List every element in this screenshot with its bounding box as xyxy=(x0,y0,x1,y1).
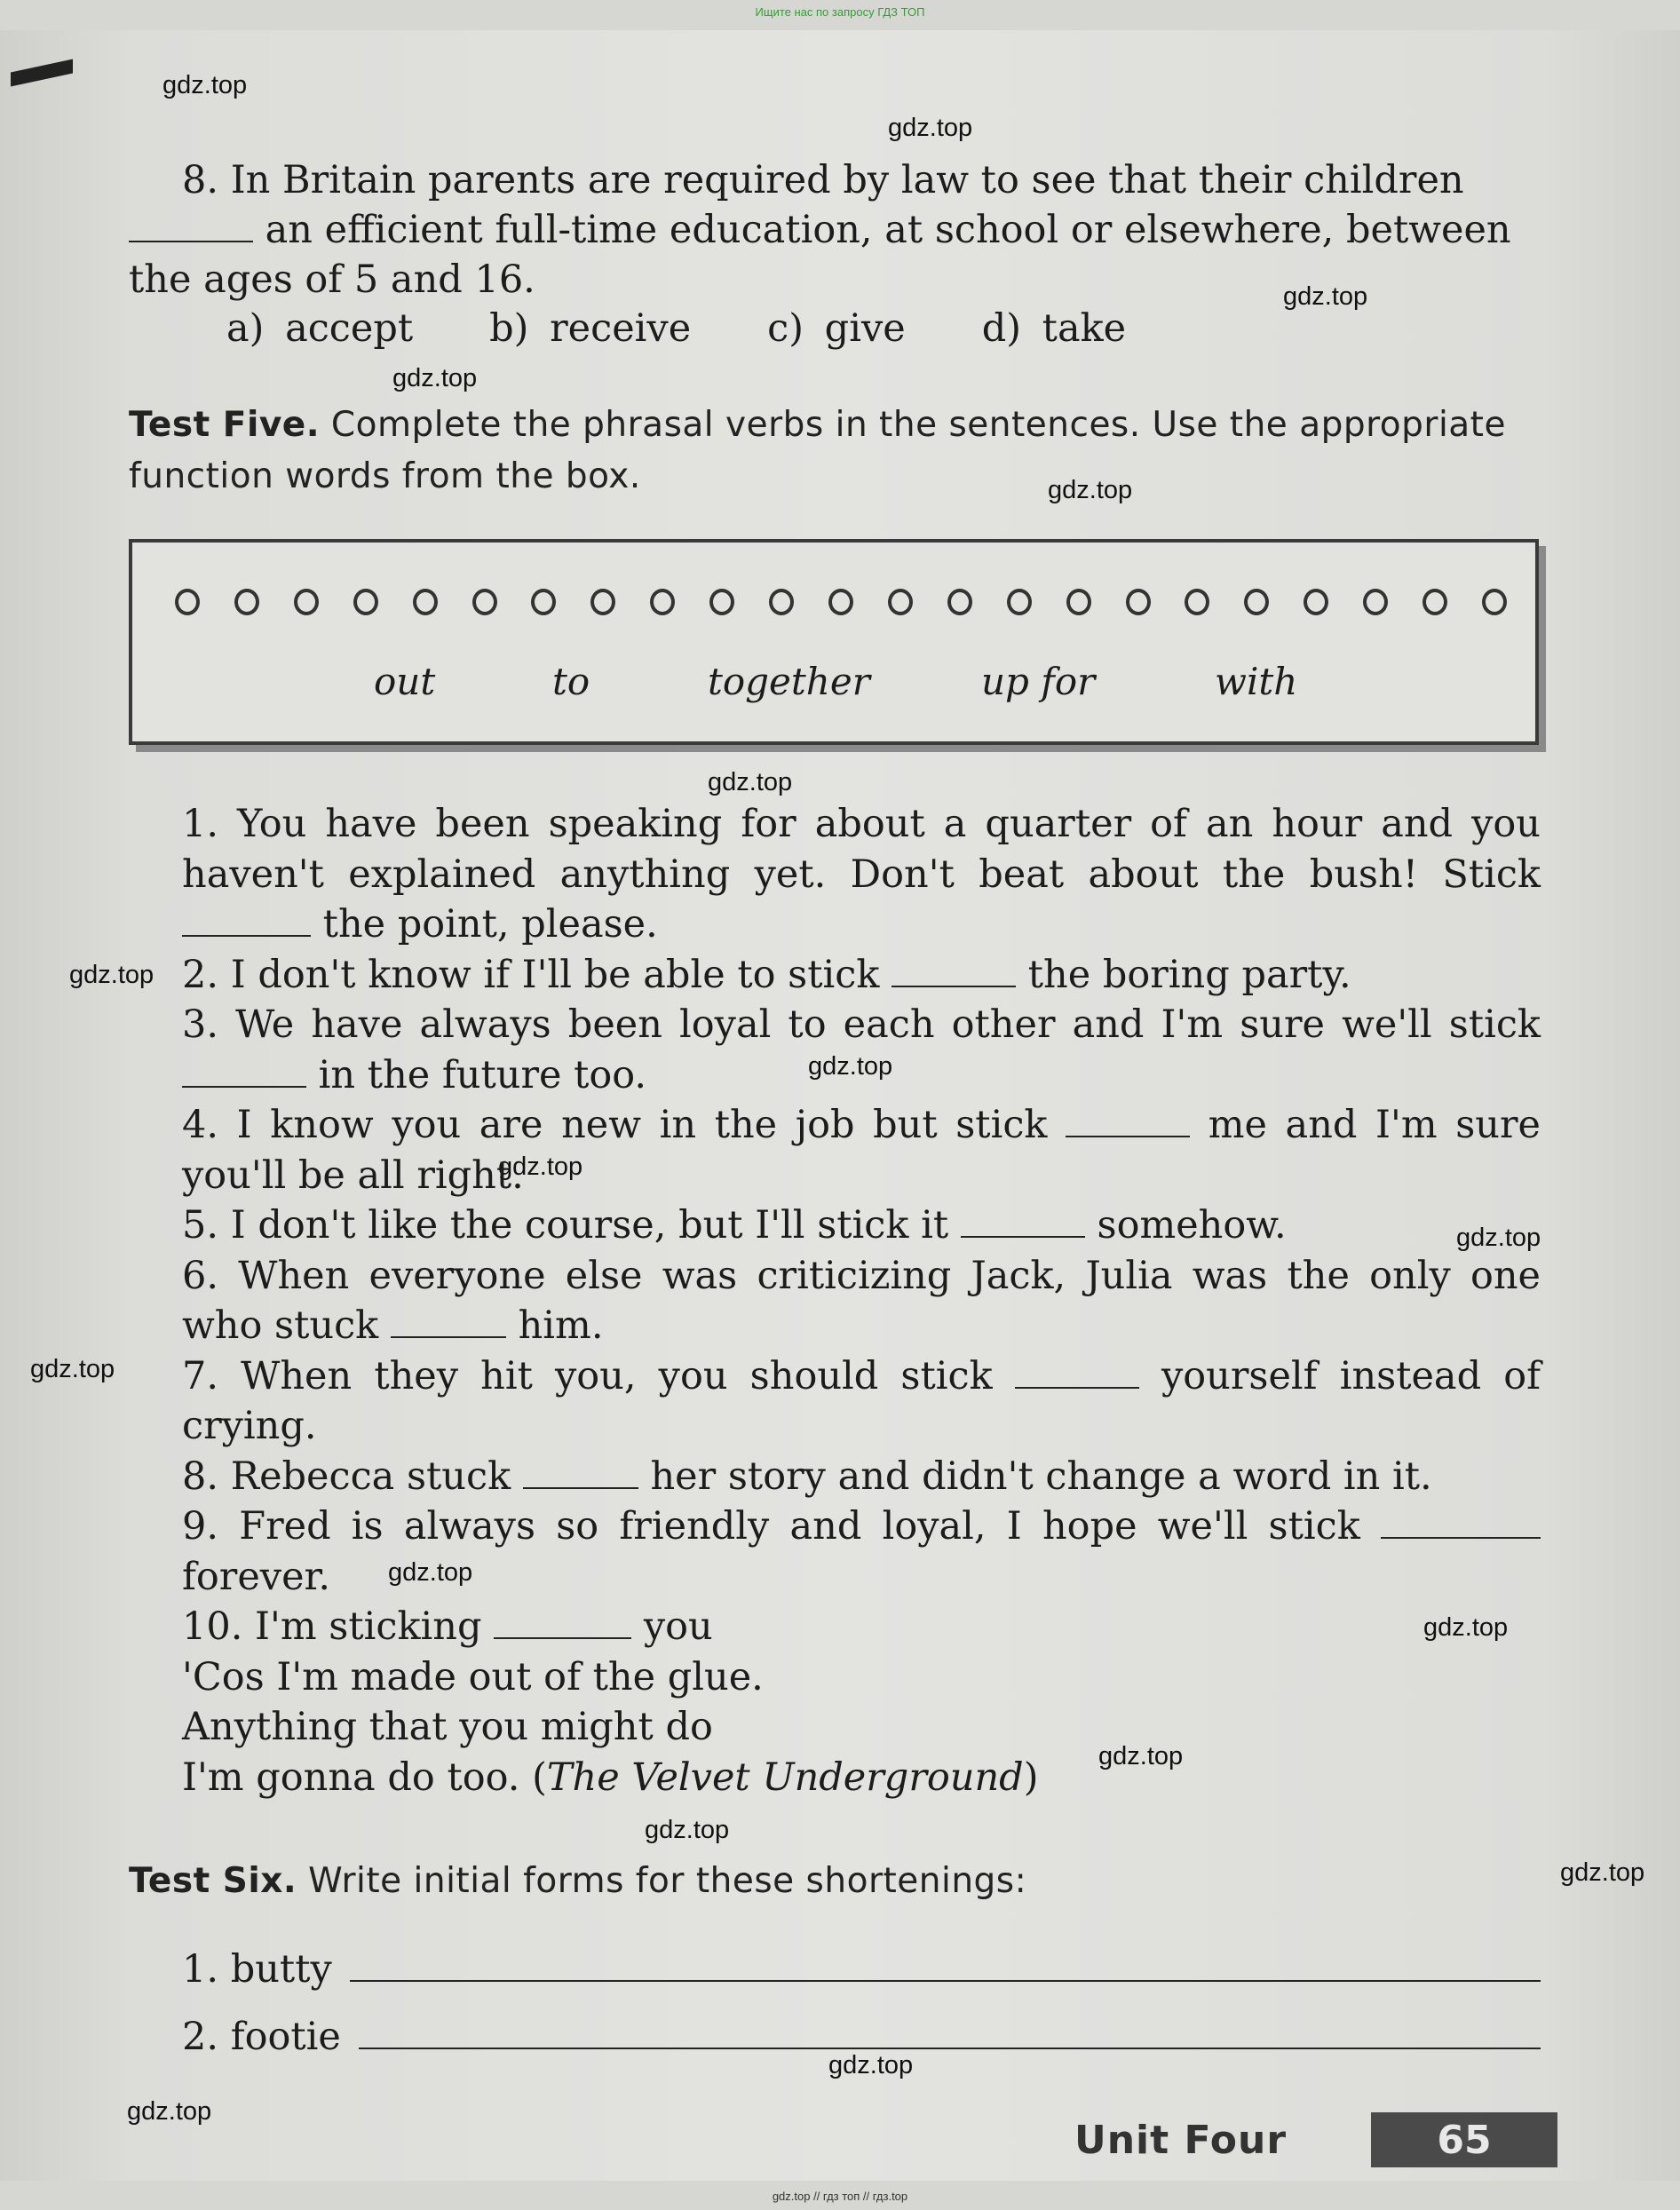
exercise-text: 6. When everyone else was criticizing Jack, Julia was the only one who stuck xyxy=(182,1253,1541,1348)
circle-icon xyxy=(888,589,913,615)
circle-icon xyxy=(413,589,438,615)
box-word-together: together xyxy=(708,660,870,703)
circle-icon xyxy=(709,589,734,615)
watermark: gdz.top xyxy=(162,71,248,99)
circle-icon xyxy=(1363,589,1388,615)
test-six-instruction: Write initial forms for these shortenings: xyxy=(308,1861,1027,1901)
circle-icon xyxy=(472,589,497,615)
exercise-text: 8. Rebecca stuck xyxy=(182,1454,511,1499)
shortening-word: 2. footie xyxy=(182,2015,341,2059)
header-search-link[interactable]: Ищите нас по запросу ГДЗ ТОП xyxy=(755,5,925,19)
song-line-3: Anything that you might do xyxy=(182,1705,713,1749)
watermark: gdz.top xyxy=(1098,1742,1184,1770)
question-8-line2-text: an efficient full-time education, at school or elsewhere, between xyxy=(265,208,1511,252)
page-corner-mark xyxy=(11,59,73,87)
answer-blank[interactable] xyxy=(494,1605,631,1639)
circle-icon xyxy=(590,589,615,615)
exercise-text: 1. You have been speaking for about a quarter of an hour and you haven't explained anything yet. Don't beat about the bush! Stick xyxy=(182,802,1541,897)
exercise-text: 9. Fred is always so friendly and loyal, I hope we'll stick xyxy=(182,1504,1360,1549)
answer-blank[interactable] xyxy=(1381,1505,1541,1539)
exercise-item xyxy=(129,1100,1541,1200)
question-8-line1: 8. In Britain parents are required by law to see that their children xyxy=(182,158,1464,202)
shortening-item xyxy=(129,2003,1541,2071)
exercise-item xyxy=(129,1452,1541,1502)
test-six-title: Test Six. xyxy=(129,1861,297,1901)
question-8-options xyxy=(226,304,1381,353)
box-word-up-for: up for xyxy=(981,660,1096,703)
exercise-item xyxy=(129,950,1541,1001)
decorative-circles xyxy=(175,589,1507,615)
watermark: gdz.top xyxy=(708,768,793,796)
exercise-text: 7. When they hit you, you should stick xyxy=(182,1353,993,1398)
exercise-text: 2. I don't know if I'll be able to stick xyxy=(182,952,880,997)
function-words-box xyxy=(129,539,1539,745)
shortening-word: 1. butty xyxy=(182,1947,332,1992)
circle-icon xyxy=(1482,589,1507,615)
exercise-text: forever. xyxy=(182,1554,331,1599)
watermark: gdz.top xyxy=(30,1355,115,1383)
exercise-item xyxy=(129,1251,1541,1351)
song-text: ) xyxy=(1023,1755,1039,1800)
circle-icon xyxy=(1126,589,1151,615)
circle-icon xyxy=(353,589,378,615)
watermark: gdz.top xyxy=(69,961,155,989)
watermark: gdz.top xyxy=(1048,476,1133,504)
answer-blank[interactable] xyxy=(1015,1355,1139,1389)
answer-blank[interactable] xyxy=(182,1054,306,1088)
watermark: gdz.top xyxy=(1283,282,1368,311)
exercise-item xyxy=(129,1200,1541,1251)
circle-icon xyxy=(1185,589,1209,615)
answer-blank[interactable] xyxy=(182,903,311,937)
song-line-4 xyxy=(129,1753,1541,1803)
answer-blank[interactable] xyxy=(523,1455,638,1489)
test-five-instruction: Complete the phrasal verbs in the sentences. Use the appropriate function words from the box. xyxy=(129,405,1506,496)
test-six-items xyxy=(129,1936,1541,2071)
answer-blank[interactable] xyxy=(892,954,1016,987)
option-c[interactable]: c) give xyxy=(767,306,906,351)
answer-line[interactable] xyxy=(359,2021,1541,2049)
song-line-1 xyxy=(129,1602,1541,1652)
circle-icon xyxy=(1007,589,1032,615)
circle-icon xyxy=(1422,589,1447,615)
box-word-to: to xyxy=(552,660,590,703)
page-footer xyxy=(1074,2111,1557,2168)
answer-blank[interactable] xyxy=(391,1304,506,1338)
footer-link[interactable]: gdz.top // гдз топ // гдз.top xyxy=(772,2190,908,2203)
circle-icon xyxy=(1304,589,1328,615)
circle-icon xyxy=(294,589,319,615)
exercise-text: me and I'm sure you'll be all right. xyxy=(182,1103,1541,1198)
question-8-line3: the ages of 5 and 16. xyxy=(129,257,535,302)
circle-icon xyxy=(1066,589,1091,615)
test-five-title: Test Five. xyxy=(129,405,321,445)
circle-icon xyxy=(769,589,794,615)
exercise-item xyxy=(129,1000,1541,1100)
exercise-item xyxy=(129,1351,1541,1452)
circle-icon xyxy=(828,589,853,615)
option-d[interactable]: d) take xyxy=(981,306,1127,351)
circle-icon xyxy=(234,589,259,615)
watermark: gdz.top xyxy=(808,1052,893,1081)
exercise-text: in the future too. xyxy=(318,1052,647,1097)
exercise-text: him. xyxy=(518,1303,604,1348)
watermark: gdz.top xyxy=(645,1816,730,1844)
watermark: gdz.top xyxy=(888,114,973,142)
watermark: gdz.top xyxy=(498,1153,583,1181)
circle-icon xyxy=(175,589,200,615)
song-text: 10. I'm sticking xyxy=(182,1604,482,1649)
exercise-text: 4. I know you are new in the job but stick xyxy=(182,1103,1048,1147)
watermark: gdz.top xyxy=(1456,1224,1541,1252)
test-five-heading xyxy=(129,400,1541,503)
watermark: gdz.top xyxy=(1560,1858,1645,1887)
option-a[interactable]: a) accept xyxy=(226,306,414,351)
circle-icon xyxy=(531,589,556,615)
watermark: gdz.top xyxy=(388,1558,473,1587)
shortening-item xyxy=(129,1936,1541,2003)
watermark: gdz.top xyxy=(828,2051,914,2079)
question-8 xyxy=(129,155,1541,305)
watermark: gdz.top xyxy=(1423,1613,1509,1642)
page-number: 65 xyxy=(1371,2112,1557,2167)
exercise-text: her story and didn't change a word in it. xyxy=(650,1454,1432,1499)
song-line-2: 'Cos I'm made out of the glue. xyxy=(182,1654,764,1699)
circle-icon xyxy=(1244,589,1269,615)
answer-blank[interactable] xyxy=(961,1204,1085,1238)
unit-label: Unit Four xyxy=(1074,2117,1288,2163)
option-b[interactable]: b) receive xyxy=(489,306,692,351)
box-words xyxy=(132,660,1535,713)
circle-icon xyxy=(947,589,972,615)
watermark: gdz.top xyxy=(392,364,478,392)
answer-blank[interactable] xyxy=(1066,1104,1190,1137)
circle-icon xyxy=(650,589,675,615)
exercise-item xyxy=(129,1501,1541,1602)
exercise-text: the boring party. xyxy=(1027,952,1351,997)
exercise-text: 5. I don't like the course, but I'll stick it xyxy=(182,1203,949,1248)
song-source: The Velvet Underground xyxy=(546,1755,1024,1800)
box-word-out: out xyxy=(374,660,436,703)
song-text: I'm gonna do too. ( xyxy=(182,1755,547,1800)
exercise-item xyxy=(129,799,1541,950)
exercise-text: somehow. xyxy=(1097,1203,1287,1248)
exercise-text: yourself instead of crying. xyxy=(182,1353,1541,1448)
test-five-exercises xyxy=(129,799,1541,1802)
exercise-text: 3. We have always been loyal to each other and I'm sure we'll stick xyxy=(182,1002,1541,1047)
box-word-with: with xyxy=(1215,660,1298,703)
answer-line[interactable] xyxy=(350,1953,1541,1982)
answer-blank[interactable] xyxy=(129,209,253,242)
song-text: you xyxy=(643,1604,713,1649)
test-six-heading xyxy=(129,1856,1541,1907)
question-8-line2 xyxy=(129,205,1541,255)
watermark: gdz.top xyxy=(127,2097,212,2126)
exercise-text: the point, please. xyxy=(322,902,658,947)
